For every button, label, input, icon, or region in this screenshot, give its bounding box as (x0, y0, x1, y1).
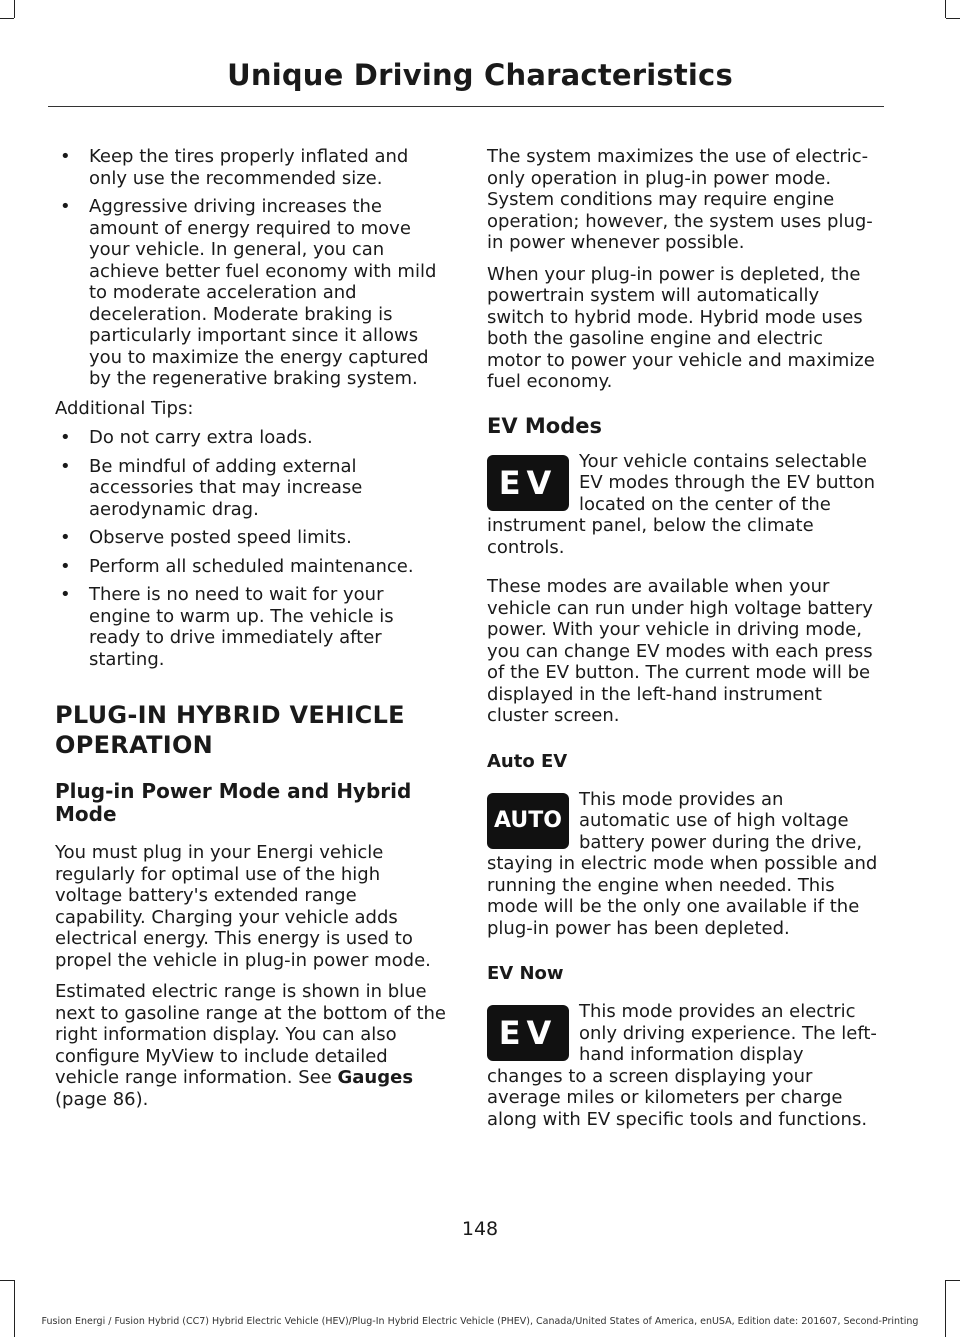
paragraph (55, 981, 447, 1110)
left-column (55, 146, 447, 1120)
ev-button-icon: EV (487, 1005, 569, 1061)
section-heading-line2: OPERATION (55, 731, 214, 759)
ev-modes-block (487, 451, 879, 559)
ev-now-block (487, 1001, 879, 1130)
paragraph: Your vehicle contains selectable EV modes through the EV button located on the center of the instrument panel, below the climate controls. (487, 450, 876, 558)
header-rule (48, 106, 884, 107)
crop-mark (945, 0, 946, 18)
driving-tips-list (55, 146, 447, 390)
paragraph-text: Estimated electric range is shown in blue next to gasoline range at the bottom of the right information display. You can also configure MyView to include detailed vehicle range information. See (55, 981, 447, 1088)
list-item: • There is no need to wait for your engine to warm up. The vehicle is ready to drive immediately after starting. (55, 584, 447, 670)
crop-mark (946, 1280, 960, 1281)
gauges-link[interactable]: Gauges (337, 1067, 414, 1088)
list-item: • Do not carry extra loads. (55, 427, 447, 449)
section-heading-line1: PLUG-IN HYBRID VEHICLE (55, 701, 405, 729)
crop-mark (0, 18, 14, 19)
right-column (487, 146, 879, 1130)
paragraph: You must plug in your Energi vehicle regularly for optimal use of the high voltage battery's extended range capability. Charging your vehicle adds electrical energy. This energy is used to propel the vehicle in plug-in power mode. (55, 842, 431, 971)
page-number: 148 (461, 1218, 499, 1240)
subheading: Plug-in Power Mode and Hybrid Mode (55, 779, 412, 826)
list-item: • Keep the tires properly inflated and only use the recommended size. (55, 146, 447, 189)
paragraph: This mode provides an automatic use of high voltage battery power during the drive, staying in electric mode when possible and running the engine when needed. This mode will be the only one available if the plug-in power has been depleted. (487, 788, 878, 939)
page-header-title: Unique Driving Characteristics (227, 58, 733, 92)
list-item: • Be mindful of adding external accessories that may increase aerodynamic drag. (55, 456, 447, 521)
ev-button-icon: EV (487, 455, 569, 511)
auto-ev-block (487, 789, 879, 940)
list-item: • Perform all scheduled maintenance. (55, 556, 447, 578)
section-heading (55, 700, 447, 760)
auto-ev-heading: Auto EV (487, 750, 568, 772)
crop-mark (14, 1280, 15, 1337)
auto-button-icon: AUTO (487, 793, 569, 849)
paragraph: When your plug-in power is depleted, the powertrain system will automatically switch to hybrid mode. Hybrid mode uses both the gasoline engine and electric motor to power your vehicle and maximize fuel economy. (487, 263, 875, 392)
page-reference: (page 86). (55, 1088, 149, 1110)
additional-tips-label: Additional Tips: (55, 397, 194, 419)
paragraph: This mode provides an electric only driving experience. The left-hand information display changes to a screen displaying your average miles or kilometers per charge along with EV specific tools and functions. (487, 1001, 877, 1130)
ev-modes-heading: EV Modes (487, 413, 603, 438)
list-item: • Observe posted speed limits. (55, 527, 447, 549)
crop-mark (14, 0, 15, 18)
crop-mark (946, 18, 960, 19)
additional-tips-list (55, 427, 447, 670)
footer-text: Fusion Energi / Fusion Hybrid (CC7) Hybrid Electric Vehicle (HEV)/Plug-In Hybrid Electric Vehicle (PHEV), Canada/United States of America, enUSA, Edition date: 201607, Second-Printing (41, 1316, 919, 1327)
ev-now-heading: EV Now (487, 963, 564, 984)
paragraph: The system maximizes the use of electric-only operation in plug-in power mode. System conditions may require engine operation; however, the system uses plug-in power whenever possible. (487, 146, 873, 253)
crop-mark (945, 1280, 946, 1337)
list-item: • Aggressive driving increases the amount of energy required to move your vehicle. In general, you can achieve better fuel economy with mild to moderate acceleration and deceleration. Moderate braking is particularly important since it allows you to maximize the energy captured by the regenerative braking system. (55, 196, 447, 390)
paragraph: These modes are available when your vehicle can run under high voltage battery power. With your vehicle in driving mode, you can change EV modes with each press of the EV button. The current mode will be displayed in the left-hand instrument cluster screen. (487, 576, 873, 726)
crop-mark (0, 1280, 14, 1281)
